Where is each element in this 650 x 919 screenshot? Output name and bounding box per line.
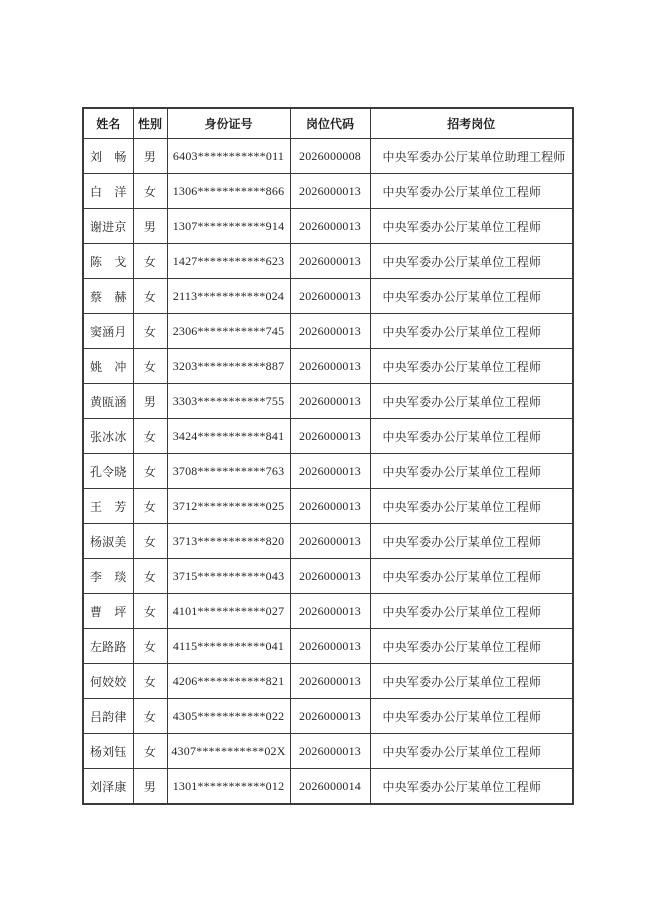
job-title-cell: 中央军委办公厅某单位工程师 xyxy=(370,384,573,419)
id-number-cell: 4206***********821 xyxy=(167,664,290,699)
id-number-cell: 3715***********043 xyxy=(167,559,290,594)
job-title-cell: 中央军委办公厅某单位工程师 xyxy=(370,769,573,805)
name-cell: 左路路 xyxy=(83,629,133,664)
table-row xyxy=(83,559,573,594)
header-row xyxy=(83,108,573,139)
job-code-cell: 2026000013 xyxy=(290,524,370,559)
id-number-cell: 4115***********041 xyxy=(167,629,290,664)
name-cell: 何姣姣 xyxy=(83,664,133,699)
gender-cell: 女 xyxy=(133,279,167,314)
name-cell: 黄瓯涵 xyxy=(83,384,133,419)
table-row xyxy=(83,734,573,769)
id-number-cell: 3712***********025 xyxy=(167,489,290,524)
gender-cell: 男 xyxy=(133,769,167,805)
recruitment-roster-table xyxy=(82,107,574,805)
name-cell: 蔡 赫 xyxy=(83,279,133,314)
job-title-cell: 中央军委办公厅某单位助理工程师 xyxy=(370,139,573,174)
gender-cell: 女 xyxy=(133,734,167,769)
gender-cell: 女 xyxy=(133,629,167,664)
id-number-cell: 3424***********841 xyxy=(167,419,290,454)
name-cell: 李 琰 xyxy=(83,559,133,594)
header-cell-job-code: 岗位代码 xyxy=(290,108,370,139)
header-cell-gender: 性别 xyxy=(133,108,167,139)
table-row xyxy=(83,244,573,279)
id-number-cell: 2306***********745 xyxy=(167,314,290,349)
name-cell: 张冰冰 xyxy=(83,419,133,454)
table-row xyxy=(83,524,573,559)
name-cell: 王 芳 xyxy=(83,489,133,524)
job-code-cell: 2026000013 xyxy=(290,489,370,524)
id-number-cell: 4307***********02X xyxy=(167,734,290,769)
gender-cell: 女 xyxy=(133,664,167,699)
name-cell: 陈 戈 xyxy=(83,244,133,279)
id-number-cell: 6403***********011 xyxy=(167,139,290,174)
gender-cell: 男 xyxy=(133,209,167,244)
job-code-cell: 2026000013 xyxy=(290,699,370,734)
job-code-cell: 2026000013 xyxy=(290,314,370,349)
name-cell: 杨刘钰 xyxy=(83,734,133,769)
table-row xyxy=(83,454,573,489)
job-code-cell: 2026000013 xyxy=(290,244,370,279)
name-cell: 窦涵月 xyxy=(83,314,133,349)
gender-cell: 女 xyxy=(133,489,167,524)
gender-cell: 男 xyxy=(133,139,167,174)
id-number-cell: 3303***********755 xyxy=(167,384,290,419)
header-cell-name: 姓名 xyxy=(83,108,133,139)
gender-cell: 女 xyxy=(133,349,167,384)
job-title-cell: 中央军委办公厅某单位工程师 xyxy=(370,349,573,384)
job-title-cell: 中央军委办公厅某单位工程师 xyxy=(370,244,573,279)
job-code-cell: 2026000013 xyxy=(290,559,370,594)
job-title-cell: 中央军委办公厅某单位工程师 xyxy=(370,629,573,664)
gender-cell: 女 xyxy=(133,174,167,209)
job-code-cell: 2026000013 xyxy=(290,594,370,629)
job-title-cell: 中央军委办公厅某单位工程师 xyxy=(370,279,573,314)
job-code-cell: 2026000013 xyxy=(290,454,370,489)
name-cell: 刘 畅 xyxy=(83,139,133,174)
header-cell-id-number: 身份证号 xyxy=(167,108,290,139)
id-number-cell: 1427***********623 xyxy=(167,244,290,279)
table-row xyxy=(83,384,573,419)
job-code-cell: 2026000013 xyxy=(290,209,370,244)
gender-cell: 女 xyxy=(133,559,167,594)
id-number-cell: 1306***********866 xyxy=(167,174,290,209)
job-title-cell: 中央军委办公厅某单位工程师 xyxy=(370,734,573,769)
table-row xyxy=(83,279,573,314)
id-number-cell: 3713***********820 xyxy=(167,524,290,559)
id-number-cell: 2113***********024 xyxy=(167,279,290,314)
table-row xyxy=(83,419,573,454)
name-cell: 姚 冲 xyxy=(83,349,133,384)
gender-cell: 女 xyxy=(133,699,167,734)
job-code-cell: 2026000013 xyxy=(290,734,370,769)
job-code-cell: 2026000013 xyxy=(290,664,370,699)
job-title-cell: 中央军委办公厅某单位工程师 xyxy=(370,489,573,524)
job-title-cell: 中央军委办公厅某单位工程师 xyxy=(370,454,573,489)
id-number-cell: 3203***********887 xyxy=(167,349,290,384)
name-cell: 孔令晓 xyxy=(83,454,133,489)
job-title-cell: 中央军委办公厅某单位工程师 xyxy=(370,524,573,559)
job-code-cell: 2026000014 xyxy=(290,769,370,805)
table-row xyxy=(83,489,573,524)
name-cell: 刘泽康 xyxy=(83,769,133,805)
table-row xyxy=(83,769,573,805)
id-number-cell: 3708***********763 xyxy=(167,454,290,489)
table-row xyxy=(83,629,573,664)
table-row xyxy=(83,314,573,349)
job-code-cell: 2026000013 xyxy=(290,384,370,419)
gender-cell: 女 xyxy=(133,419,167,454)
job-title-cell: 中央军委办公厅某单位工程师 xyxy=(370,209,573,244)
job-title-cell: 中央军委办公厅某单位工程师 xyxy=(370,419,573,454)
table-row xyxy=(83,174,573,209)
job-title-cell: 中央军委办公厅某单位工程师 xyxy=(370,314,573,349)
name-cell: 杨淑美 xyxy=(83,524,133,559)
gender-cell: 女 xyxy=(133,524,167,559)
table-row xyxy=(83,594,573,629)
name-cell: 吕韵律 xyxy=(83,699,133,734)
name-cell: 谢进京 xyxy=(83,209,133,244)
id-number-cell: 1301***********012 xyxy=(167,769,290,805)
job-title-cell: 中央军委办公厅某单位工程师 xyxy=(370,699,573,734)
id-number-cell: 4101***********027 xyxy=(167,594,290,629)
table-row xyxy=(83,349,573,384)
job-code-cell: 2026000013 xyxy=(290,349,370,384)
job-title-cell: 中央军委办公厅某单位工程师 xyxy=(370,559,573,594)
job-code-cell: 2026000008 xyxy=(290,139,370,174)
id-number-cell: 1307***********914 xyxy=(167,209,290,244)
job-title-cell: 中央军委办公厅某单位工程师 xyxy=(370,594,573,629)
table-row xyxy=(83,664,573,699)
job-title-cell: 中央军委办公厅某单位工程师 xyxy=(370,664,573,699)
roster-table-container xyxy=(82,107,574,805)
job-code-cell: 2026000013 xyxy=(290,629,370,664)
job-code-cell: 2026000013 xyxy=(290,419,370,454)
header-cell-job-title: 招考岗位 xyxy=(370,108,573,139)
gender-cell: 男 xyxy=(133,384,167,419)
id-number-cell: 4305***********022 xyxy=(167,699,290,734)
gender-cell: 女 xyxy=(133,594,167,629)
name-cell: 曹 坪 xyxy=(83,594,133,629)
gender-cell: 女 xyxy=(133,454,167,489)
table-row xyxy=(83,139,573,174)
job-title-cell: 中央军委办公厅某单位工程师 xyxy=(370,174,573,209)
name-cell: 白 洋 xyxy=(83,174,133,209)
job-code-cell: 2026000013 xyxy=(290,174,370,209)
job-code-cell: 2026000013 xyxy=(290,279,370,314)
gender-cell: 女 xyxy=(133,314,167,349)
table-row xyxy=(83,699,573,734)
table-row xyxy=(83,209,573,244)
gender-cell: 女 xyxy=(133,244,167,279)
